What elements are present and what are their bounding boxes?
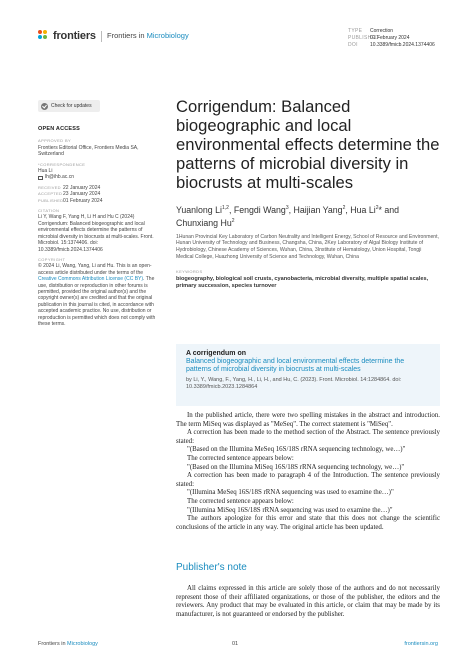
citation-text: Li Y, Wang F, Yang H, Li H and Hu C (2024) Corrigendum: Balanced biogeographic and local environmental effects determine the patterns of microbial diversity in biocrusts at multi-scales. Front. Microbiol. 15:1374406. doi: 10.3389/fmicb.2024.1374406 [38, 214, 154, 253]
article-title: Corrigendum: Balanced biogeographic and local environmental effects determine the patterns of microbial diversity in biocrusts at multi-scales [176, 97, 440, 192]
page-number: 01 [232, 641, 239, 647]
check-updates-button[interactable]: Check for updates [38, 100, 100, 112]
article-sidebar: Check for updates OPEN ACCESS APPROVED BY Frontiers Editorial Office, Frontiers Media SA, Switzerland *CORRESPONDENCE Hua Li lh@ihb.ac.cn RECEIVED 22 January 2024 ACCEPTED 23 January 2024 PUBLISHED 01 February 2024 CITATION Li Y, Wang F, Yang H, Li H and Hu C (2024) Corrigendum: Balanced biogeographic and local environmental effects determine the patterns of microbial diversity in biocrusts at multi-scales. Front. Microbiol. 15:1374406. doi: 10.3389/fmicb.2024.1374406 COPYRIGHT © 2024 Li, Wang, Yang, Li and Hu. This is an open-access article distributed under the terms of the Creative Commons Attribution License (CC BY). The use, distribution or reproduction in other forums is permitted, provided the original author(s) and the copyright owner(s) are credited and that the original publication in this journal is cited, in accordance with accepted academic practice. No use, distribution or reproduction is permitted which does not comply with these terms. [38, 100, 160, 327]
article-body: In the published article, there were two spelling mistakes in the abstract and introduction. The term MiSeq was displayed as "MeSeq". The correct statement is "MiSeq". A correction has been made to the method section of the Abstract. The sentence previously stated: "(Based on the Illumina MeSeq 16S/18S rRNA sequencing technology, we…)" The corrected sentence appears below: "(Based on the Illumina MiSeq 16S/18S rRNA sequencing technology, we…)" A correction has been made to paragraph 4 of the Introduction. The sentence previously stated: "(Illumina MeSeq 16S/18S rRNA sequencing was used to examine the…)" The corrected sentence appears below: "(Illumina MiSeq 16S/18S rRNA sequencing was used to examine the…)" The authors apologize for this error and state that this does not change the scientific conclusions of the article in any way. The original article has been updated. [176, 412, 440, 531]
frontiers-logo-icon [38, 30, 50, 42]
affiliations: 1Hunan Provincial Key Laboratory of Carbon Neutrality and Intelligent Energy, School of Resource and Environment, Hunan University of Technology and Business, Changsha, China, 2Key Laboratory of Algal Biology Institute of Hydrobiology, Chinese Academy of Sciences, Wuhan, China, 3Institute of Hematology, Union Hospital, Tongji Medical College, Huazhong University of Science and Technology, Wuhan, China [176, 233, 439, 260]
check-updates-icon [41, 103, 48, 110]
keywords: biogeography, biological soil crusts, cyanobacteria, microbial diversity, multiple spatial scales, primary succession, species turnover [176, 276, 429, 290]
correspondence-email[interactable]: lh@ihb.ac.cn [38, 174, 160, 180]
frontiers-logo[interactable] [38, 30, 96, 42]
article-main: Corrigendum: Balanced biogeographic and local environmental effects determine the patterns of microbial diversity in biocrusts at multi-scales Yuanlong Li$^{1,2}$, Fengdi Wang$^3$, Haijian Yang$^2$, Hua Li$^2$* and Chunxiang Hu$^2$ 1Hunan Provincial Key Laboratory of Carbon Neutrality and Intelligent Energy, School of Resource and Environment, Hunan University of Technology and Business, Changsha, China, 2Key Laboratory of Algal Biology Institute of Hydrobiology, Chinese Academy of Sciences, Wuhan, China, 3Institute of Hematology, Union Hospital, Tongji Medical College, Huazhong University of Science and Technology, Wuhan, China KEYWORDS biogeography, biological soil crusts, cyanobacteria, microbial diversity, multiple spatial scales, primary succession, species turnover [176, 97, 440, 290]
site-link[interactable]: frontiersin.org [404, 641, 438, 647]
doi-link[interactable]: 10.3389/fmicb.2024.1374406 [370, 42, 435, 49]
footer-journal: Frontiers in Microbiology [38, 641, 98, 647]
approved-by: Frontiers Editorial Office, Frontiers Media SA, Switzerland [38, 144, 139, 158]
mail-icon [38, 176, 43, 180]
original-article-link[interactable]: Balanced biogeographic and local environmental effects determine the patterns of microbial diversity in biocrusts at multi-scales [186, 358, 405, 374]
corrigendum-box: A corrigendum on Balanced biogeographic and local environmental effects determine the patterns of microbial diversity in biocrusts at multi-scales by Li, Y., Wang, F., Yang, H., Li, H., and Hu, C. (2023). Front. Microbiol. 14:1284864. doi: 10.3389/fmicb.2023.1284864 [176, 344, 440, 406]
logo-text: frontiers [53, 30, 96, 42]
page-header [38, 28, 438, 54]
license-link[interactable]: Creative Commons Attribution License (CC BY) [38, 276, 144, 283]
copyright-text: © 2024 Li, Wang, Yang, Li and Hu. This is an open-access article distributed under the terms of the Creative Commons Attribution License (CC BY). The use, distribution or reproduction in other forums is permitted, provided the original author(s) and the copyright owner(s) are credited and that the original publication in this journal is cited, in accordance with accepted academic practice. No use, distribution or reproduction is permitted which does not comply with these terms. [38, 263, 156, 327]
open-access-label: OPEN ACCESS [38, 126, 81, 132]
publishers-note-heading: Publisher's note [176, 562, 247, 573]
journal-name[interactable]: Frontiers in Microbiology [107, 31, 189, 40]
publishers-note-text: All claims expressed in this article are solely those of the authors and do not necessarily represent those of their affiliated organizations, or those of the publisher, the editors and the reviewers. Any product that may be evaluated in this article, or claim that may be made by its manufacturer, is not guaranteed or endorsed by the publisher. [176, 585, 440, 618]
correspondence-name: Hua Li [38, 168, 53, 175]
dates: RECEIVED 22 January 2024 ACCEPTED 23 January 2024 PUBLISHED 01 February 2024 [38, 184, 103, 204]
original-citation: by Li, Y., Wang, F., Yang, H., Li, H., and Hu, C. (2023). Front. Microbiol. 14:1284864. doi: 10.3389/fmicb.2023.1284864 [186, 376, 402, 390]
article-meta: TYPE Correction PUBLISHED01 February 2024 DOI 10.3389/fmicb.2024.1374406 [348, 28, 435, 49]
header-divider [101, 31, 102, 42]
author-list: Yuanlong Li$^{1,2}$, Fengdi Wang$^3$, Haijian Yang$^2$, Hua Li$^2$* and Chunxiang Hu$^2$ [176, 204, 400, 228]
